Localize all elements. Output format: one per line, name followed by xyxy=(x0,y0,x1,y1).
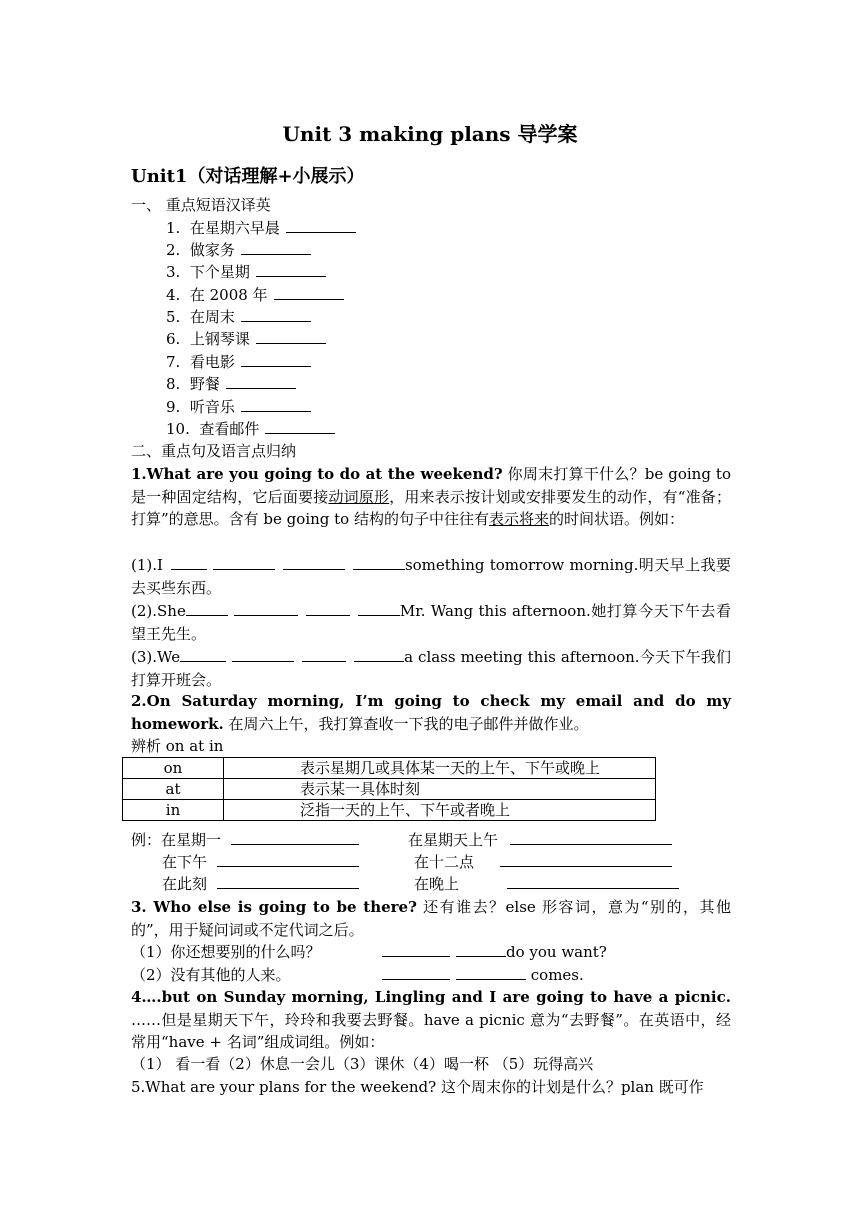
on-at-in-table xyxy=(122,757,656,821)
answer-blank[interactable] xyxy=(456,941,506,957)
example-row: 在此刻 xyxy=(162,873,359,895)
phrase-item: 3. 下个星期 xyxy=(166,261,326,283)
answer-blank[interactable] xyxy=(358,600,400,616)
exercise-q1: （1）你还想要别的什么吗？ xyxy=(131,943,321,961)
answer-blank[interactable] xyxy=(241,351,311,367)
answer-blank[interactable] xyxy=(226,373,296,389)
phrase-item: 6. 上钢琴课 xyxy=(166,328,326,350)
answer-blank[interactable] xyxy=(283,554,345,570)
answer-blank[interactable] xyxy=(213,554,275,570)
phrase-item: 9. 听音乐 xyxy=(166,396,311,418)
answer-blank[interactable] xyxy=(217,873,359,889)
answer-blank[interactable] xyxy=(217,851,359,867)
exercise-q2-answer: comes. xyxy=(382,964,584,986)
answer-blank[interactable] xyxy=(306,600,350,616)
answer-blank[interactable] xyxy=(286,217,356,233)
answer-blank[interactable] xyxy=(186,600,228,616)
answer-blank[interactable] xyxy=(256,328,326,344)
note-2: 2.On Saturday morning, I’m going to check my email and do my homework. 在周六上午，我打算查收一下我的电子邮件并做作业。 xyxy=(131,692,731,733)
answer-blank[interactable] xyxy=(256,261,326,277)
answer-blank[interactable] xyxy=(382,964,450,980)
note-3: 3. Who else is going to be there? 还有谁去？else 形容词，意为“别的，其他的”，用于疑问词或不定代词之后。 xyxy=(131,898,731,939)
note-5: 5.What are your plans for the weekend? 这个周末你的计划是什么？plan 既可作 xyxy=(131,1078,704,1096)
example-row: 例：在星期一 xyxy=(131,829,359,851)
example-row: 在下午 xyxy=(162,851,359,873)
exercise-q2: （2）没有其他的人来。 xyxy=(131,966,291,984)
answer-blank[interactable] xyxy=(382,941,450,957)
phrase-item: 5. 在周末 xyxy=(166,306,311,328)
answer-blank[interactable] xyxy=(456,964,526,980)
example-row: 在十二点 xyxy=(414,851,672,873)
note-1: 1.What are you going to do at the weekend? 你周末打算干什么？be going to 是一种固定结构，它后面要接动词原形，用来表示按计划或安排要发生的动作，有“准备；打算”的意思。含有 be going to 结构的句子中往往有表示将来的时间状语。例如： xyxy=(131,465,731,528)
answer-blank[interactable] xyxy=(241,306,311,322)
answer-blank[interactable] xyxy=(274,284,344,300)
example-sentence-3: (3).We a class meeting this afternoon.今天下午我们打算开班会。 xyxy=(131,648,731,689)
answer-blank[interactable] xyxy=(232,646,294,662)
answer-blank[interactable] xyxy=(171,554,207,570)
exercise-q1-answer: do you want? xyxy=(382,941,607,963)
section2-heading: 二、重点句及语言点归纳 xyxy=(131,442,297,460)
answer-blank[interactable] xyxy=(241,239,311,255)
phrase-item: 8. 野餐 xyxy=(166,373,296,395)
example-sentence-2: (2).She Mr. Wang this afternoon.她打算今天下午去看望王先生。 xyxy=(131,602,731,643)
example-sentence-1: (1).I something tomorrow morning.明天早上我要去买些东西。 xyxy=(131,556,731,597)
table-row: on 表示星期几或具体某一天的上午、下午或晚上 xyxy=(123,758,656,779)
answer-blank[interactable] xyxy=(353,554,405,570)
note-4-list: （1） 看一看（2）休息一会儿（3）课休（4）喝一杯 （5）玩得高兴 xyxy=(131,1055,594,1073)
example-row: 在星期天上午 xyxy=(408,829,672,851)
compare-label: 辨析 on at in xyxy=(131,737,224,755)
table-row: at 表示某一具体时刻 xyxy=(123,779,656,800)
answer-blank[interactable] xyxy=(234,600,298,616)
phrase-item: 10. 查看邮件 xyxy=(166,418,335,440)
page-title: Unit 3 making plans 导学案 xyxy=(282,122,578,146)
phrase-item: 2. 做家务 xyxy=(166,239,311,261)
phrase-item: 4. 在 2008 年 xyxy=(166,284,344,306)
answer-blank[interactable] xyxy=(500,851,672,867)
phrase-item: 1. 在星期六早晨 xyxy=(166,217,356,239)
unit-heading: Unit1（对话理解+小展示） xyxy=(131,166,365,187)
phrase-item: 7. 看电影 xyxy=(166,351,311,373)
answer-blank[interactable] xyxy=(265,418,335,434)
answer-blank[interactable] xyxy=(302,646,346,662)
note-4: 4….but on Sunday morning, Lingling and I are going to have a picnic. ……但是星期天下午，玲玲和我要去野餐。have a picnic 意为“去野餐”。在英语中，经常用“have + 名词”组成词组。例如： xyxy=(131,988,731,1051)
answer-blank[interactable] xyxy=(241,396,311,412)
answer-blank[interactable] xyxy=(231,829,359,845)
section1-heading: 一、 重点短语汉译英 xyxy=(131,196,271,214)
answer-blank[interactable] xyxy=(510,829,672,845)
answer-blank[interactable] xyxy=(507,873,679,889)
answer-blank[interactable] xyxy=(180,646,226,662)
table-row: in 泛指一天的上午、下午或者晚上 xyxy=(123,800,656,821)
answer-blank[interactable] xyxy=(354,646,404,662)
example-row: 在晚上 xyxy=(414,873,679,895)
